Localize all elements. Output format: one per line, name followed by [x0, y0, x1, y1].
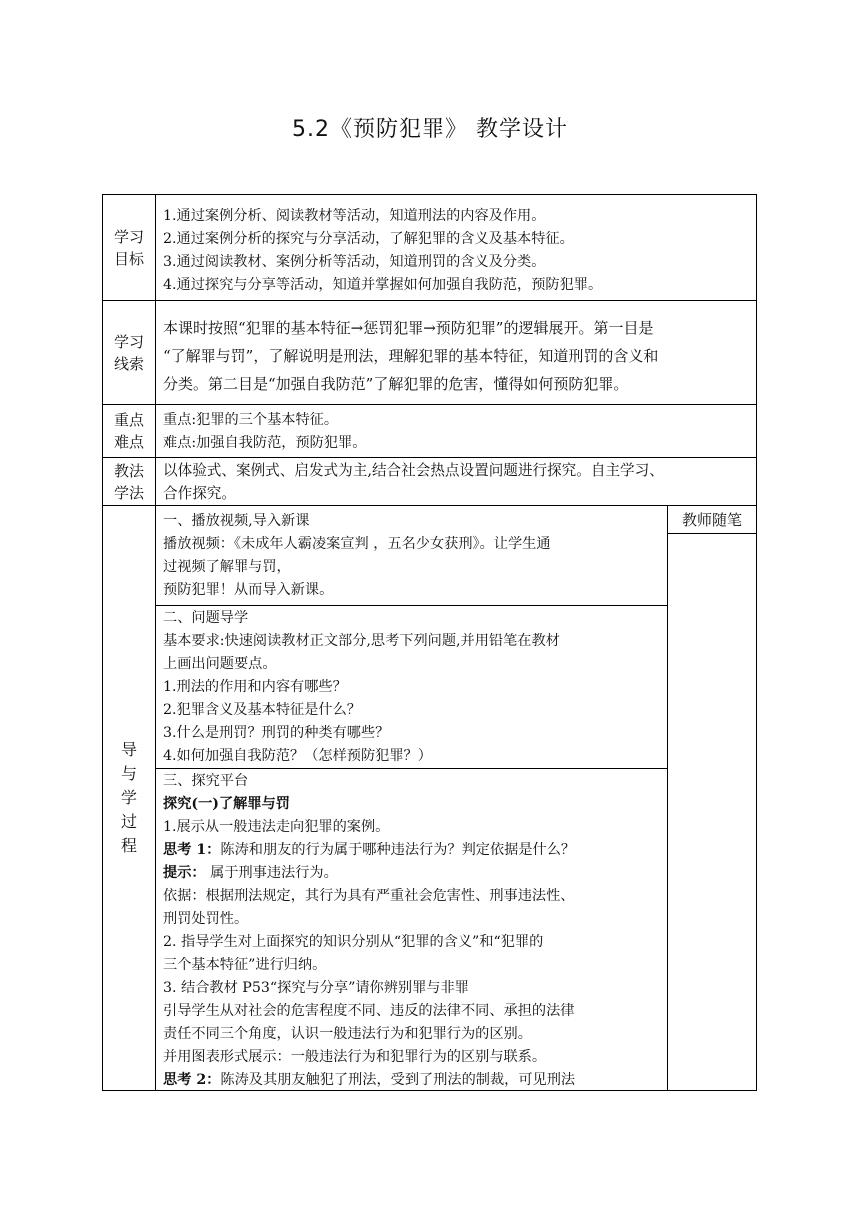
think1-label: 思考 1：	[163, 842, 221, 858]
section-questions-line: 二、问题导学	[163, 610, 249, 626]
goals-label	[103, 195, 155, 300]
hint-line	[163, 862, 665, 885]
keypoint-line: 难点:加强自我防范，预防犯罪。	[163, 435, 367, 451]
section-questions-line: 基本要求:快速阅读教材正文部分,思考下列问题,并用铅笔在教材	[163, 633, 560, 649]
basis-line: 依据：根据刑法规定，其行为具有严重社会危害性、刑事违法性、	[163, 888, 575, 904]
think1-text: 陈涛和朋友的行为属于哪种违法行为？判定依据是什么？	[220, 842, 576, 858]
think2-line	[163, 1069, 665, 1092]
clue-label-line: 线索	[113, 354, 144, 373]
process-label-char: 学	[120, 788, 137, 807]
clue-line: 分类。第二目是“加强自我防范”了解犯罪的危害，懂得如何预防犯罪。	[163, 375, 629, 393]
goals-content	[163, 205, 753, 297]
clue-line: 本课时按照“犯罪的基本特征→惩罚犯罪→预防犯罪”的逻辑展开。第一目是	[163, 319, 654, 337]
section-questions-line: 4.如何加强自我防范？（怎样预防犯罪？）	[163, 748, 432, 764]
keypoints-content	[163, 409, 753, 455]
keypoints-label	[103, 405, 155, 457]
process-label	[103, 506, 155, 1090]
explore-item1: 1.展示从一般违法走向犯罪的案例。	[163, 819, 390, 835]
section-intro-line: 过视频了解罪与罚，	[163, 559, 291, 575]
teacher-notes-header: 教师随笔	[681, 510, 742, 529]
keypoints-label-line: 重点	[113, 411, 144, 429]
methods-label-line: 教法	[113, 461, 144, 480]
section-questions-line: 1.刑法的作用和内容有哪些？	[163, 679, 347, 695]
method-line: 合作探究。	[163, 485, 236, 502]
goals-label-line: 学习	[113, 227, 144, 246]
keypoint-line: 重点:犯罪的三个基本特征。	[163, 412, 339, 428]
think1-line	[163, 839, 665, 862]
explore-heading: 三、探究平台	[163, 773, 249, 789]
explore-item3-line: 引导学生从对社会的危害程度不同、违反的法律不同、承担的法律	[163, 1003, 575, 1019]
section-intro	[163, 510, 665, 602]
clue-line: “了解罪与罚”，了解说明是刑法，理解犯罪的基本特征，知道刑罚的含义和	[163, 347, 659, 365]
hint-text: 属于刑事违法行为。	[205, 865, 338, 881]
method-line: 以体验式、案例式、启发式为主,结合社会热点设置问题进行探究。自主学习、	[163, 462, 664, 479]
process-label-char: 程	[120, 836, 137, 855]
explore-item3-line: 3. 结合教材 P53“探究与分享”请你辨别罪与非罪	[163, 980, 469, 996]
methods-content	[163, 459, 755, 505]
section-questions	[163, 607, 665, 768]
goal-line: 3.通过阅读教材、案例分析等活动，知道刑罚的含义及分类。	[163, 254, 546, 270]
explore-item3-line: 并用图表形式展示：一般违法行为和犯罪行为的区别与联系。	[163, 1049, 547, 1065]
explore-item2-line: 三个基本特征”进行归纳。	[163, 957, 327, 973]
section-intro-line: 播放视频：《未成年人霸凌案宣判 ，五名少女获刑》。让学生通	[163, 536, 551, 552]
clue-content	[163, 314, 753, 398]
section-questions-line: 3.什么是刑罚？刑罚的种类有哪些？	[163, 725, 390, 741]
think2-text: 陈涛及其朋友触犯了刑法，受到了刑法的制裁，可见刑法	[220, 1072, 576, 1088]
process-label-char: 过	[120, 812, 137, 831]
think2-label: 思考 2：	[163, 1072, 221, 1088]
goals-label-line: 目标	[113, 249, 144, 268]
section-intro-line: 一、播放视频,导入新课	[163, 513, 310, 529]
document-title: 5.2《预防犯罪》 教学设计	[292, 117, 568, 142]
teacher-notes-area	[668, 534, 756, 1090]
keypoints-label-line: 难点	[113, 433, 144, 451]
hint-label: 提示：	[163, 865, 206, 881]
section-questions-line: 2.犯罪含义及基本特征是什么？	[163, 702, 361, 718]
clue-label	[103, 301, 155, 404]
process-label-char: 导	[120, 740, 137, 759]
explore-item2-line: 2. 指导学生对上面探究的知识分别从“犯罪的含义”和“犯罪的	[163, 934, 544, 950]
methods-label-line: 学法	[113, 483, 144, 502]
section-questions-line: 上画出问题要点。	[163, 656, 277, 672]
explore-subheading: 探究(一)了解罪与罚	[163, 796, 290, 812]
process-label-char: 与	[120, 764, 137, 783]
goal-line: 2.通过案例分析的探究与分享活动，了解犯罪的含义及基本特征。	[163, 231, 574, 247]
clue-label-line: 学习	[113, 332, 144, 351]
basis-line: 刑罚处罚性。	[163, 911, 249, 927]
goal-line: 1.通过案例分析、阅读教材等活动，知道刑法的内容及作用。	[163, 208, 546, 224]
section-explore	[163, 770, 665, 1092]
methods-label	[103, 458, 155, 505]
explore-item3-line: 责任不同三个角度，认识一般违法行为和犯罪行为的区别。	[163, 1026, 532, 1042]
section-intro-line: 预防犯罪！从而导入新课。	[163, 582, 334, 598]
goal-line: 4.通过探究与分享等活动，知道并掌握如何加强自我防范，预防犯罪。	[163, 277, 603, 293]
